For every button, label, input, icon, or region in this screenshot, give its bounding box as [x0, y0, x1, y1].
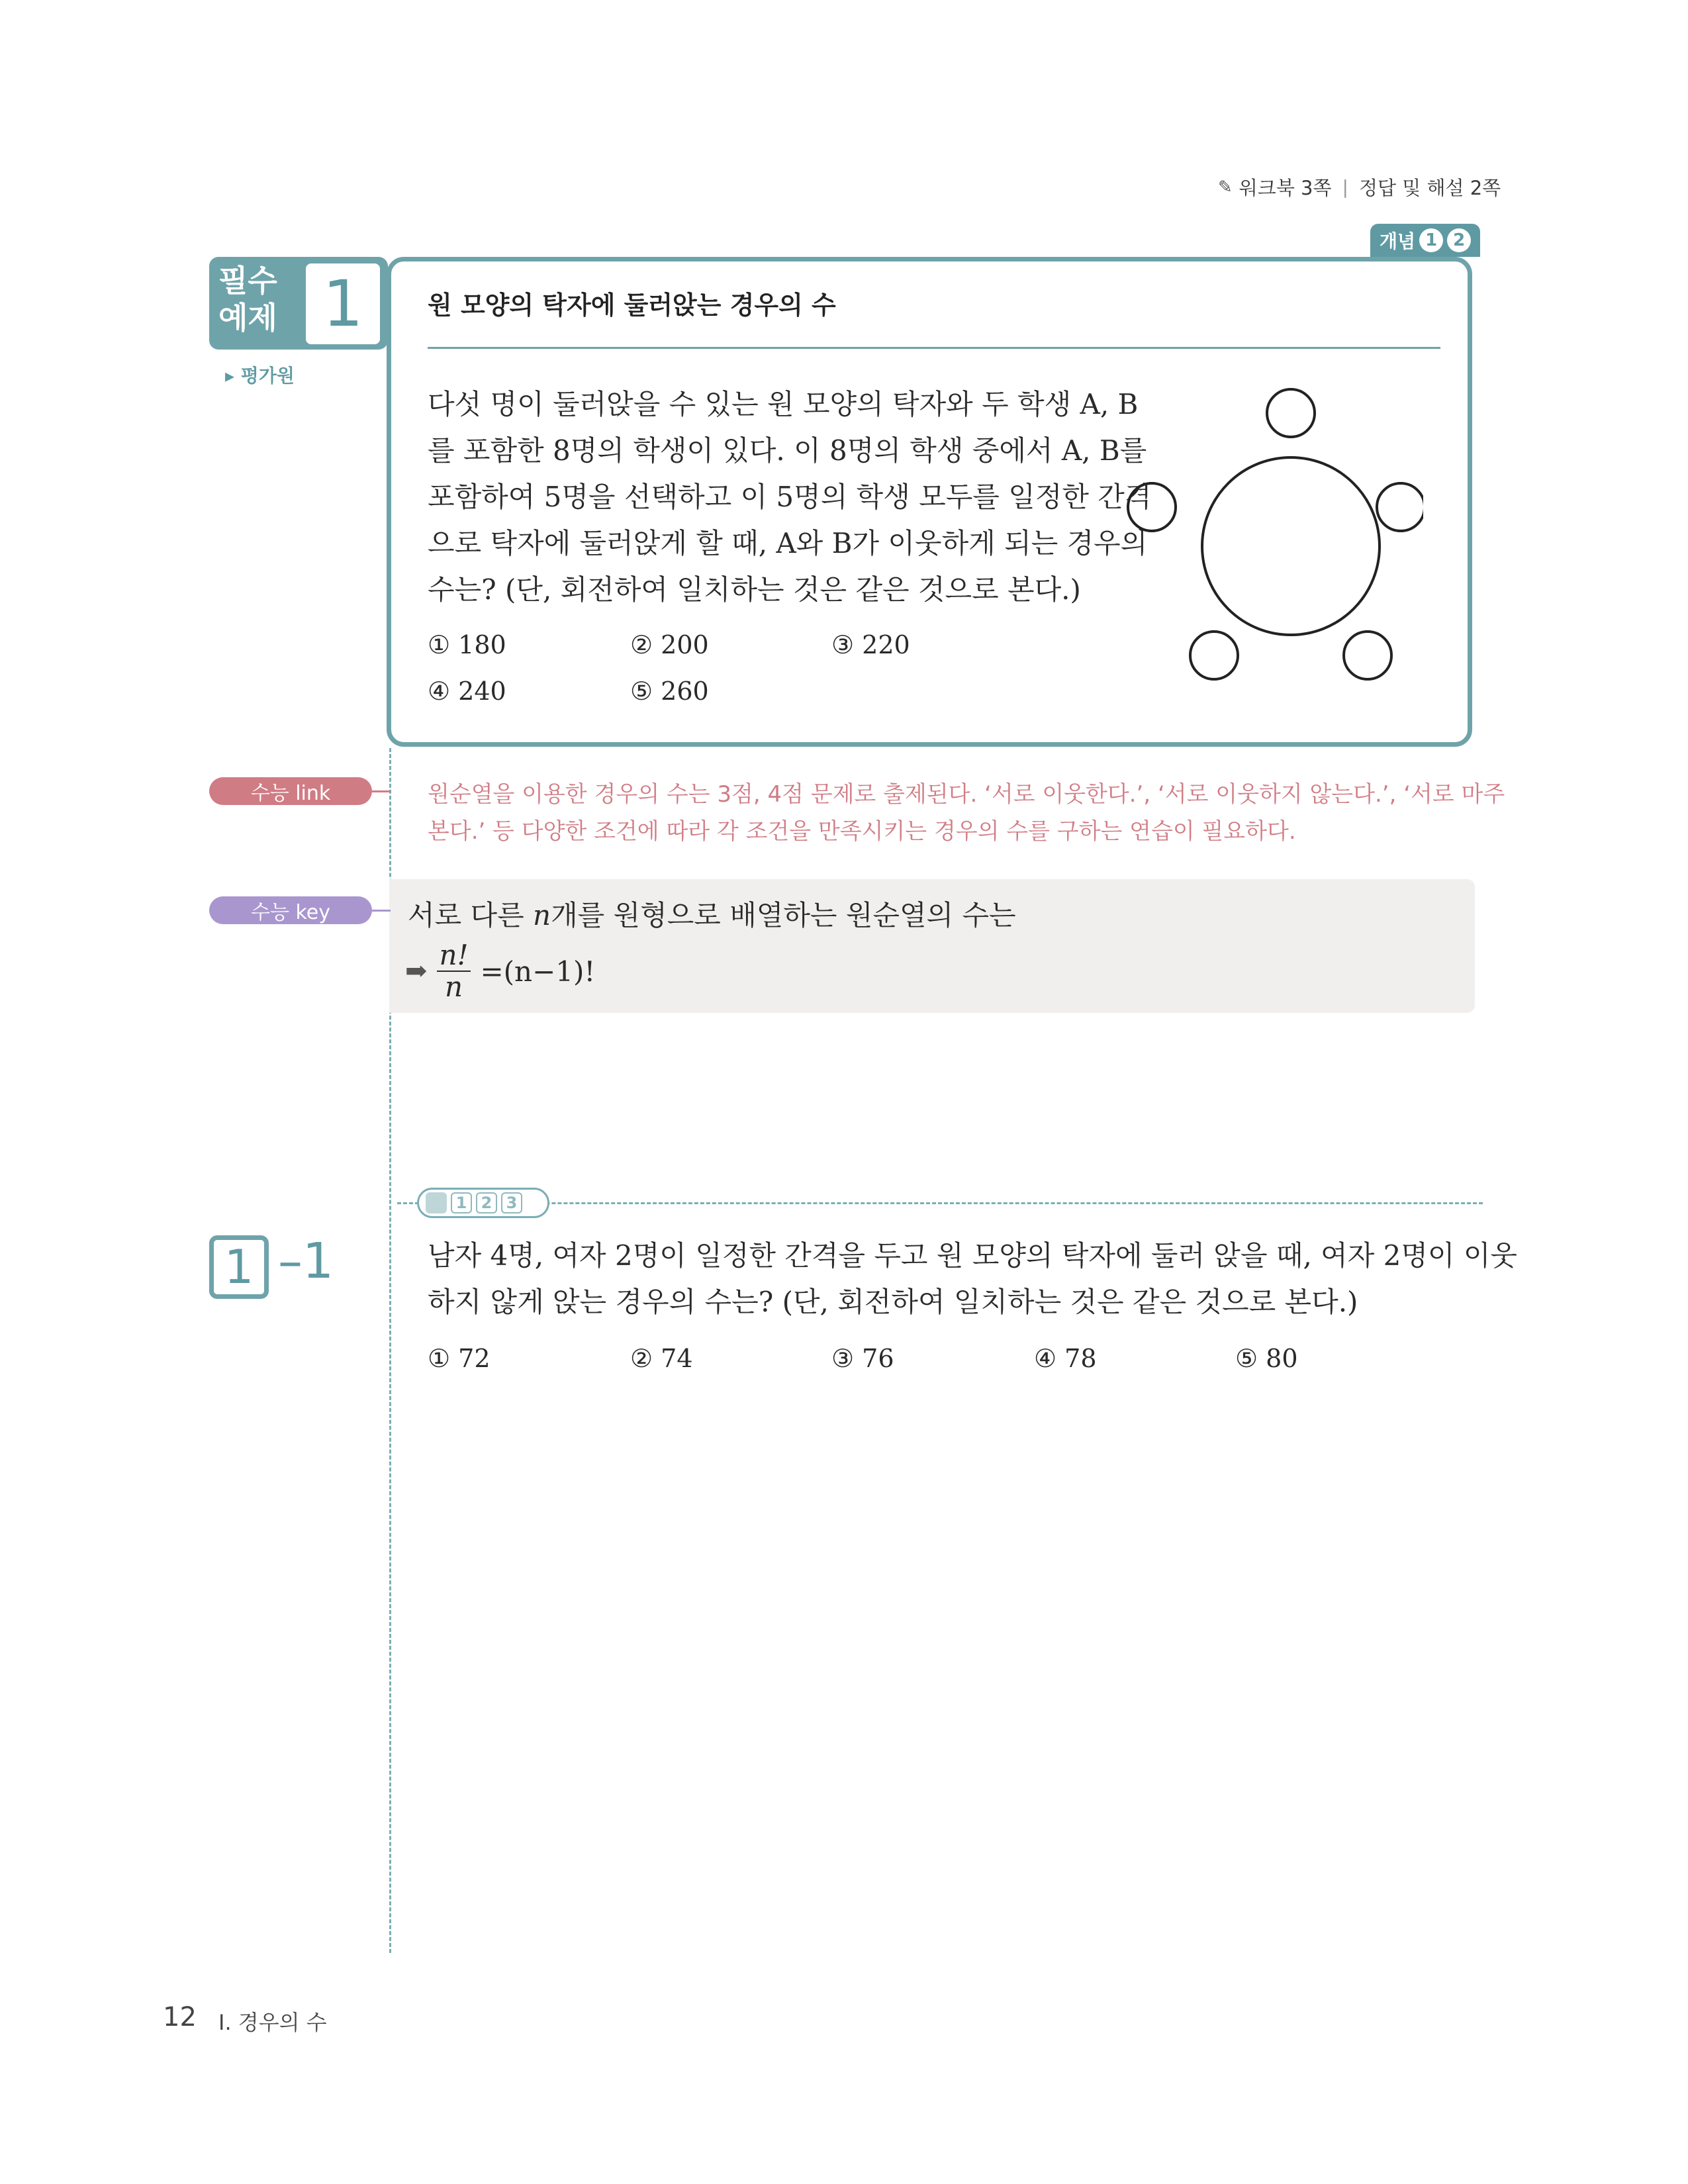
concept-label: 개념 — [1380, 230, 1416, 252]
formula-rest: =(n−1)! — [480, 955, 596, 988]
example-choice-5[interactable]: ⑤ 260 — [630, 677, 709, 706]
seat-1 — [1267, 389, 1315, 437]
practice-choice-1[interactable]: ① 72 — [428, 1344, 491, 1373]
table-circle — [1202, 457, 1380, 635]
key-text-before: 서로 다른 — [408, 899, 533, 931]
practice-line-2: 하지 않게 앉는 경우의 수는? (단, 회전하여 일치하는 것은 같은 것으로 본다.) — [428, 1286, 1358, 1318]
practice-choice-3[interactable]: ③ 76 — [831, 1344, 894, 1373]
difficulty-level-3: 3 — [501, 1192, 522, 1213]
link-text — [428, 776, 1505, 850]
link-line-1: 원순열을 이용한 경우의 수는 3점, 4점 문제로 출제된다. ‘서로 이웃한다.’, ‘서로 이웃하지 않는다.’, ‘서로 마주 — [428, 781, 1505, 808]
chapter-label: I. 경우의 수 — [218, 2010, 327, 2035]
practice-choice-5[interactable]: ⑤ 80 — [1235, 1344, 1298, 1373]
example-line-4: 으로 탁자에 둘러앉게 할 때, A와 B가 이웃하게 되는 경우의 — [428, 527, 1148, 559]
fraction-denominator: n — [444, 971, 463, 1003]
badge-line-2: 예제 — [218, 300, 277, 336]
practice-badge: 1 — [209, 1235, 269, 1299]
example-badge-label — [218, 262, 298, 336]
difficulty-slot — [426, 1192, 447, 1213]
concept-number-1: 1 — [1419, 228, 1443, 252]
badge-line-1: 필수 — [218, 263, 277, 299]
source-tag: ▸ 평가원 — [225, 365, 295, 387]
concept-number-2: 2 — [1447, 228, 1471, 252]
seat-5 — [1128, 483, 1176, 531]
workbook-ref: 워크북 3쪽 — [1239, 177, 1332, 199]
practice-divider — [397, 1202, 1483, 1204]
difficulty-level-1: 1 — [451, 1192, 472, 1213]
key-text — [408, 894, 1016, 933]
example-line-3: 포함하여 5명을 선택하고 이 5명의 학생 모두를 일정한 간격 — [428, 481, 1152, 513]
difficulty-indicator — [417, 1188, 549, 1218]
key-pill: 수능 key — [209, 896, 372, 924]
link-line-2: 본다.’ 등 다양한 조건에 따라 각 조건을 만족시키는 경우의 수를 구하는 연습이 필요하다. — [428, 818, 1296, 845]
seat-2 — [1377, 483, 1423, 531]
practice-choice-4[interactable]: ④ 78 — [1034, 1344, 1097, 1373]
example-line-2: 를 포함한 8명의 학생이 있다. 이 8명의 학생 중에서 A, B를 — [428, 434, 1147, 467]
example-choice-1[interactable]: ① 180 — [428, 630, 506, 659]
formula-fraction — [437, 940, 471, 1002]
example-choice-4[interactable]: ④ 240 — [428, 677, 506, 706]
fraction-numerator: n! — [437, 940, 471, 972]
header-reference — [1218, 173, 1501, 201]
key-connector — [372, 910, 391, 912]
example-line-1: 다섯 명이 둘러앉을 수 있는 원 모양의 탁자와 두 학생 A, B — [428, 388, 1139, 420]
practice-line-1: 남자 4명, 여자 2명이 일정한 간격을 두고 원 모양의 탁자에 둘러 앉을 때, 여자 2명이 이웃 — [428, 1239, 1518, 1272]
example-title: 원 모양의 탁자에 둘러앉는 경우의 수 — [428, 291, 836, 320]
arrow-icon: ➡ — [405, 956, 428, 986]
page-number: 12 — [163, 2002, 197, 2032]
difficulty-level-2: 2 — [476, 1192, 497, 1213]
practice-badge-suffix: –1 — [278, 1233, 334, 1290]
paperclip-icon: ✎ — [1218, 177, 1233, 197]
seat-4 — [1190, 632, 1238, 679]
link-pill: 수능 link — [209, 777, 372, 805]
title-divider — [428, 347, 1440, 349]
practice-choice-2[interactable]: ② 74 — [630, 1344, 693, 1373]
example-choice-2[interactable]: ② 200 — [630, 630, 709, 659]
example-line-5: 수는? (단, 회전하여 일치하는 것은 같은 것으로 본다.) — [428, 573, 1081, 606]
concept-tag — [1370, 224, 1480, 257]
example-choice-3[interactable]: ③ 220 — [831, 630, 910, 659]
example-number: 1 — [306, 263, 380, 344]
link-connector — [372, 790, 391, 792]
key-formula — [405, 940, 595, 1002]
key-text-variable: n — [533, 899, 551, 931]
key-text-after: 개를 원형으로 배열하는 원순열의 수는 — [551, 899, 1016, 931]
seat-3 — [1344, 632, 1391, 679]
round-table-diagram — [1125, 377, 1423, 695]
header-separator: | — [1342, 176, 1348, 198]
answer-ref: 정답 및 해설 2쪽 — [1358, 177, 1501, 199]
